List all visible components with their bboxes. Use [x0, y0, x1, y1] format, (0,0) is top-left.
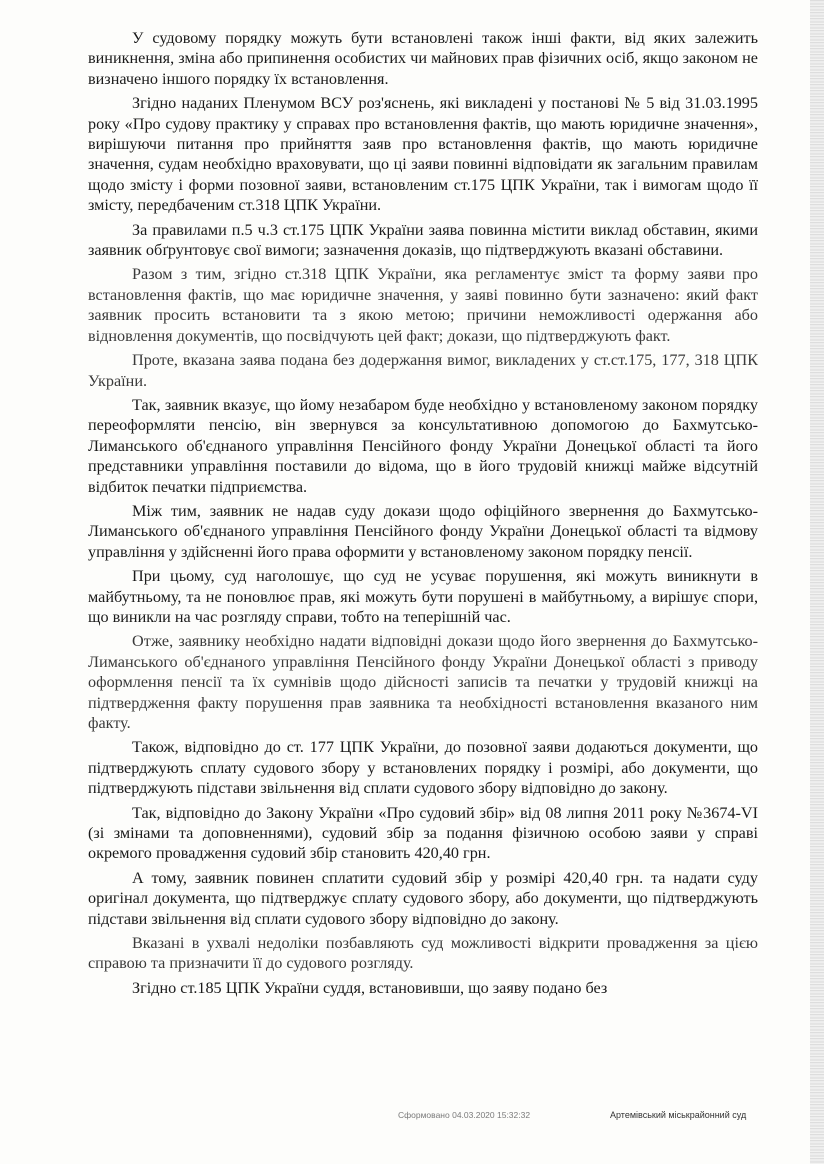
paragraph-1: У судовому порядку можуть бути встановлені також інші факти, від яких залежить виникнення, зміна або припинення особистих чи майнових прав фізичних осіб, якщо законом не визначено іншого порядку їх встановлення.	[88, 29, 758, 88]
paragraph-13: Вказані в ухвалі недоліки позбавляють суд можливості відкрити провадження за цією справою та призначити її до судового розгляду.	[88, 934, 758, 973]
paragraph-11: Так, відповідно до Закону України «Про судовий збір» від 08 липня 2011 року №3674-VI (зі змінами та доповненнями), судовий збір за подання фізичною особою заяви у справі окремого провадження судовий збір становить 420,40 грн.	[88, 803, 758, 863]
paragraph-14: Згідно ст.185 ЦПК України суддя, встановивши, що заяву подано без	[132, 978, 608, 997]
paragraph-4: Разом з тим, згідно ст.318 ЦПК України, яка регламентує зміст та форму заяви про встановлення фактів, що має юридичне значення, у заяві повинно бути зазначено: який факт заявник просить встановити та з якою метою; причини неможливості одержання або відновлення документів, що посвідчують цей факт; докази, що підтверджують факт.	[88, 265, 758, 345]
paragraph-3: За правилами п.5 ч.3 ст.175 ЦПК України заява повинна містити виклад обставин, якими заявник обґрунтовує свої вимоги; зазначення доказів, що підтверджують вказані обставини.	[88, 220, 758, 260]
paragraph-8: При цьому, суд наголошує, що суд не усуває порушення, які можуть виникнути в майбутньому, та не поновлює прав, які можуть бути порушені в майбутньому, а вирішує спори, що виникли на час розгляду справи, тобто на теперішній час.	[88, 567, 758, 626]
paragraph-10: Також, відповідно до ст. 177 ЦПК України, до позовної заяви додаються документи, що підтверджують сплату судового збору у встановлених порядку і розмірі, або документи, що підтверджують підстави звільнення від сплати судового збору відповідно до закону.	[88, 738, 758, 798]
document-body	[88, 28, 758, 1002]
paragraph-6: Так, заявник вказує, що йому незабаром буде необхідно у встановленому законом порядку переоформляти пенсію, він звернувся за консультативною допомогою до Бахмутсько-Лиманського об'єднаного управління Пенсійного фонду України Донецької області та його представники управління поставили до відома, що в його трудовій книжці майже відсутній відбиток печатки підприємства.	[88, 395, 758, 496]
court-stamp: Артемівський міськрайонний суд	[610, 1110, 747, 1120]
paragraph-9: Отже, заявнику необхідно надати відповідні докази щодо його звернення до Бахмутсько-Лиманського об'єднаного управління Пенсійного фонду України Донецької області з приводу оформлення пенсії та їх сумнівів щодо дійсності записів та печатки у трудовій книжці на підтвердження факту порушення прав заявника та необхідності встановлення вказаного ним факту.	[88, 632, 758, 732]
paragraph-7: Між тим, заявник не надав суду докази щодо офіційного звернення до Бахмутсько-Лиманського об'єднаного управління Пенсійного фонду України Донецької області та відмову управління у здійсненні його права оформити у встановленому законом порядку пенсії.	[88, 501, 758, 561]
paragraph-12: А тому, заявник повинен сплатити судовий збір у розмірі 420,40 грн. та надати суду оригінал документа, що підтверджує сплату судового збору, або документи, що підтверджують підстави звільнення від сплати судового збору відповідно до закону.	[88, 868, 758, 928]
generated-timestamp: Сформовано 04.03.2020 15:32:32	[398, 1110, 531, 1120]
scan-edge-artifact	[810, 0, 824, 1164]
paragraph-5: Проте, вказана заява подана без додержання вимог, викладених у ст.ст.175, 177, 318 ЦПК України.	[88, 351, 758, 390]
paragraph-2: Згідно наданих Пленумом ВСУ роз'яснень, які викладені у постанові № 5 від 31.03.1995 року «Про судову практику у справах про встановлення фактів, що мають юридичне значення», вирішуючи питання про прийняття заяв про встановлення фактів, що мають юридичне значення, судам необхідно враховувати, що ці заяви повинні відповідати як загальним правилам щодо змісту і форми позовної заяви, встановленим ст.175 ЦПК України, так і вимогам щодо її змісту, передбаченим ст.318 ЦПК України.	[88, 94, 758, 215]
